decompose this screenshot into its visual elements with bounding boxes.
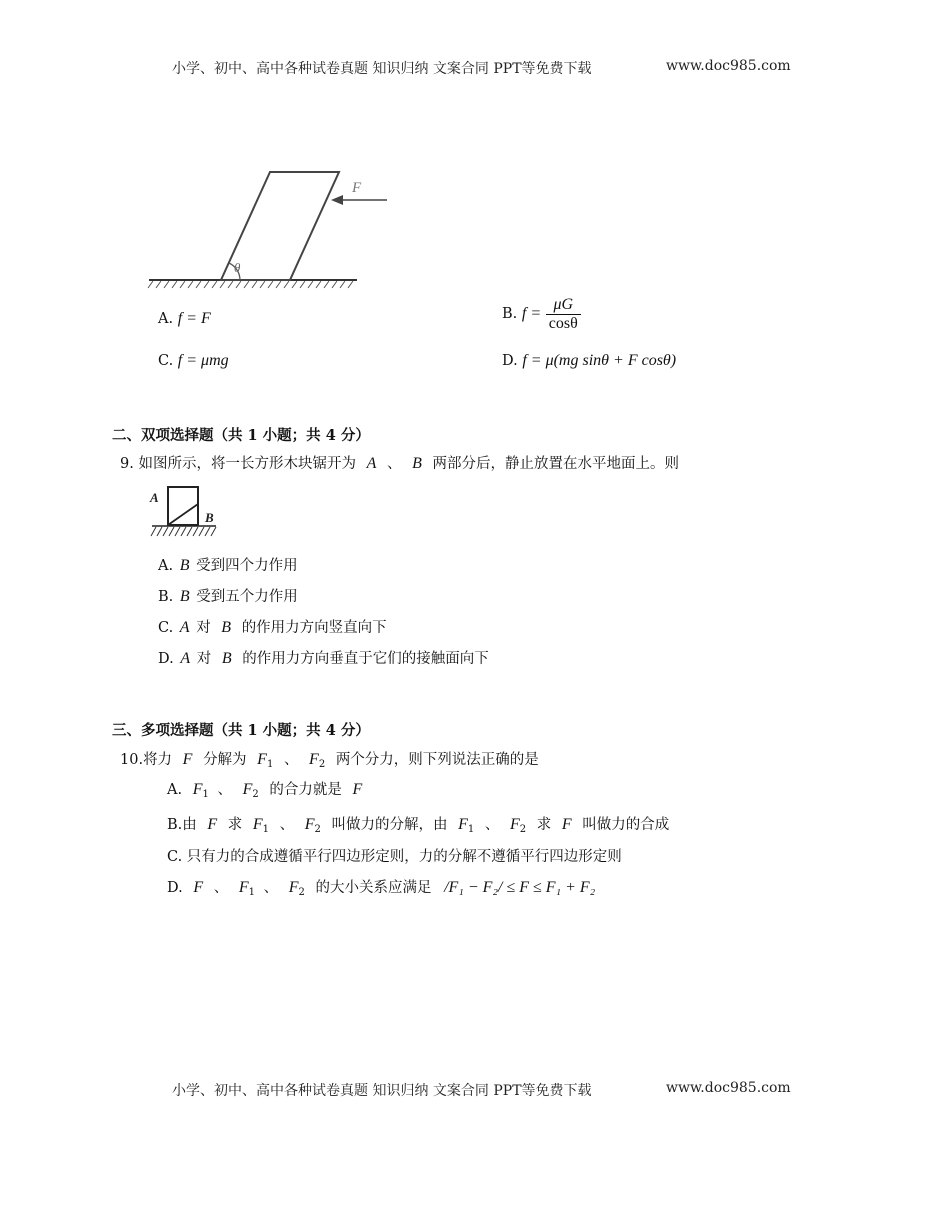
q9-label-b: B <box>205 510 214 525</box>
angle-label: θ <box>234 260 241 275</box>
q8-option-b-fraction: $\frac{\mu G}{\cos\theta}$ <box>546 296 581 332</box>
q10-inequality: /F₁ − F₂/ ≤ F ≤ F₁ + F₂ <box>444 879 596 896</box>
q9-option-c[interactable]: C. A 对 B 的作用力方向竖直向下 <box>158 619 387 636</box>
q8-option-b[interactable]: B. f = $\frac{\mu G}{\cos\theta}$ <box>502 296 581 332</box>
q10-option-b[interactable]: B.由 F 求 $F_1$ 、 $F_2$ 叫做力的分解，由 $F_1$ 、 $F_2$ 求 F 叫做力的合成 <box>167 816 670 835</box>
header-text: 小学、初中、高中各种试卷真题 知识归纳 文案合同 PPT等免费下载 <box>172 61 592 77</box>
q9-option-b[interactable]: B. B 受到五个力作用 <box>158 588 298 605</box>
footer-url[interactable]: www.doc985.com <box>666 1080 791 1096</box>
footer-text: 小学、初中、高中各种试卷真题 知识归纳 文案合同 PPT等免费下载 <box>172 1083 592 1099</box>
q10-stem: 10.将力 F 分解为 $F_1$ 、 $F_2$ 两个分力，则下列说法正确的是 <box>120 751 539 770</box>
q9-option-a[interactable]: A. B 受到四个力作用 <box>158 557 298 574</box>
q9-stem: 9. 如图所示，将一长方形木块锯开为 A 、 B 两部分后，静止放置在水平地面上。则 <box>120 455 679 472</box>
q8-option-d[interactable]: D. f = μ(mg sinθ + F cosθ) <box>502 352 677 369</box>
q10-option-d[interactable]: D. F 、 $F_1$ 、 $F_2$ 的大小关系应满足 /F₁ − F₂/ ≤ F ≤ F₁ + F₂ <box>167 879 596 898</box>
section2-title: 二、双项选择题（共 1 小题；共 4 分） <box>112 427 370 444</box>
q9-option-d[interactable]: D. A 对 B 的作用力方向垂直于它们的接触面向下 <box>158 650 489 667</box>
q8-block-figure <box>145 160 405 295</box>
q9-block-figure <box>148 484 228 542</box>
force-label: F <box>352 180 362 196</box>
header-url[interactable]: www.doc985.com <box>666 58 791 74</box>
section3-title: 三、多项选择题（共 1 小题；共 4 分） <box>112 722 370 739</box>
q10-option-a[interactable]: A. $F_1$ 、 $F_2$ 的合力就是 F <box>167 781 363 800</box>
q8-option-a[interactable]: A. f = F <box>158 310 211 327</box>
q8-option-c[interactable]: C. f = μmg <box>158 352 229 369</box>
q10-option-c[interactable]: C. 只有力的合成遵循平行四边形定则，力的分解不遵循平行四边形定则 <box>167 849 622 865</box>
q9-label-a: A <box>150 490 159 505</box>
